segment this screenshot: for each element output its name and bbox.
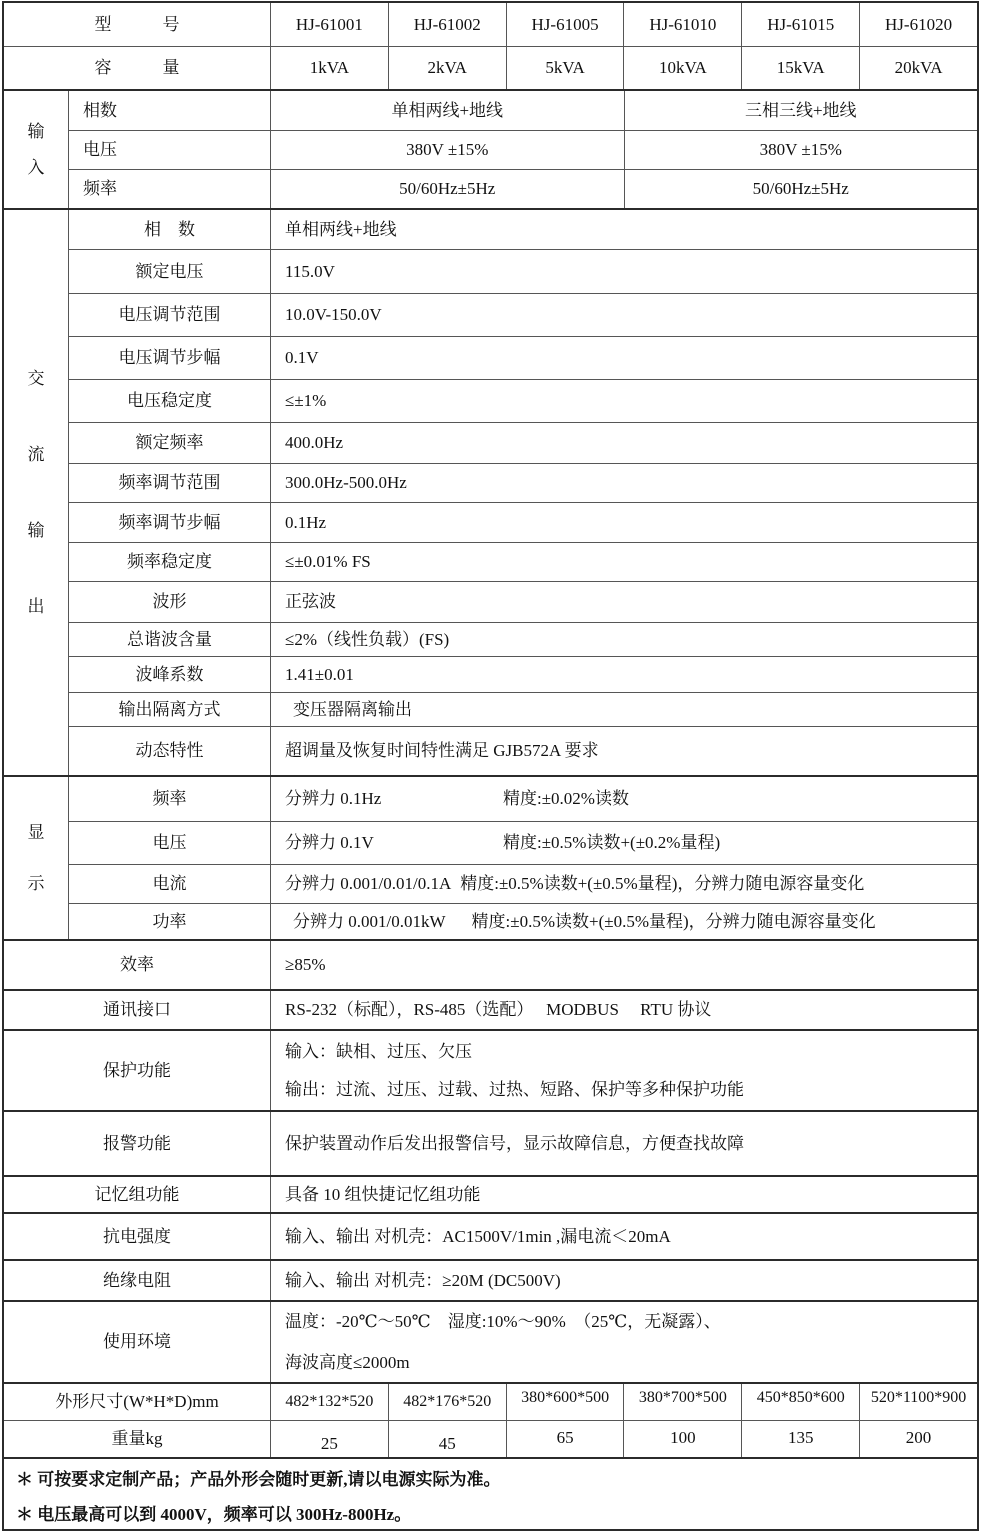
capacity-cell: 5kVA: [506, 47, 624, 89]
ac-title-char: 交: [27, 368, 45, 388]
model-cell: HJ-61020: [859, 3, 977, 46]
display-row-current: [68, 865, 977, 904]
input-phase-right: 三相三线+地线: [624, 91, 978, 130]
ac-value: 115.0V: [270, 250, 977, 293]
ac-value: 400.0Hz: [270, 423, 977, 463]
model-row: [4, 3, 977, 47]
protection-input-line: 输入：缺相、过压、欠压: [285, 1042, 472, 1062]
ac-label: 总谐波含量: [68, 623, 270, 656]
input-voltage-right: 380V ±15%: [624, 131, 978, 169]
accuracy-text: 精度:±0.5%读数+(±0.2%量程): [503, 833, 721, 853]
resolution-text: 分辨力 0.001/0.01kW: [293, 911, 446, 931]
protection-row: [4, 1031, 977, 1112]
ac-value: ≤±1%: [270, 380, 977, 422]
protection-label: 保护功能: [103, 1060, 171, 1080]
ac-value: 单相两线+地线: [270, 210, 977, 249]
resolution-text: 分辨力 0.001/0.01/0.1A: [285, 874, 452, 894]
dielectric-value: 输入、输出 对机壳：AC1500V/1min ,漏电流＜20mA: [270, 1214, 977, 1259]
display-section-title: [4, 777, 68, 939]
resolution-text: 分辨力 0.1V: [285, 833, 374, 853]
ac-label: 电压调节范围: [68, 294, 270, 336]
ac-value: 300.0Hz-500.0Hz: [270, 464, 977, 502]
alarm-row: [4, 1112, 977, 1177]
ac-label: 波峰系数: [68, 657, 270, 692]
weight-cell: 100: [623, 1421, 741, 1457]
input-title-char: 入: [27, 157, 45, 177]
ac-row-rated-voltage: [68, 250, 977, 294]
comm-interface-label: 通讯接口: [103, 1000, 171, 1020]
input-voltage-left: 380V ±15%: [270, 131, 624, 169]
weight-label: 重量kg: [111, 1429, 163, 1449]
weight-cell: 135: [741, 1421, 859, 1457]
ac-row-voltage-step: [68, 337, 977, 380]
input-phase-left: 单相两线+地线: [270, 91, 624, 130]
input-phase-row: [68, 91, 977, 131]
ac-title-char: 输: [27, 521, 45, 540]
ac-label: 频率稳定度: [68, 543, 270, 581]
ac-value: ≤2%（线性负载）(FS): [270, 623, 977, 656]
display-row-power: [68, 904, 977, 939]
ac-label: 波形: [68, 582, 270, 622]
memory-row: [4, 1177, 977, 1214]
ac-title-char: 出: [27, 597, 45, 617]
environment-altitude-line: 海波高度≤2000m: [285, 1353, 410, 1372]
input-freq-left: 50/60Hz±5Hz: [270, 170, 624, 208]
insulation-value: 输入、输出 对机壳：≥20M (DC500V): [270, 1261, 977, 1300]
ac-label: 额定频率: [68, 423, 270, 463]
protection-output-line: 输出：过流、过压、过载、过热、短路、保护等多种保护功能: [285, 1079, 744, 1099]
ac-label: 相 数: [68, 210, 270, 249]
input-freq-right: 50/60Hz±5Hz: [624, 170, 978, 208]
weight-row: [4, 1421, 977, 1459]
ac-label: 电压稳定度: [68, 380, 270, 422]
weight-cell: 25: [270, 1421, 388, 1457]
display-label: 功率: [68, 904, 270, 939]
spec-table: [2, 1, 979, 1531]
ac-label: 电压调节步幅: [68, 337, 270, 379]
alarm-label: 报警功能: [103, 1133, 171, 1153]
environment-value: [270, 1302, 977, 1382]
input-freq-row: [68, 170, 977, 208]
ac-row-crest-factor: [68, 657, 977, 693]
ac-value: 变压器隔离输出: [270, 693, 977, 726]
comm-interface-value: RS-232（标配），RS-485（选配） MODBUS RTU 协议: [270, 991, 977, 1029]
input-section-title: [4, 91, 68, 208]
weight-cell: 45: [388, 1421, 506, 1457]
ac-value: 正弦波: [270, 582, 977, 622]
ac-value: 0.1V: [270, 337, 977, 379]
display-label: 电压: [68, 822, 270, 864]
ac-row-freq-step: [68, 503, 977, 543]
model-cell: HJ-61010: [623, 3, 741, 46]
display-title-char: 示: [27, 874, 45, 893]
dimensions-cell: 520*1100*900: [859, 1384, 977, 1420]
memory-label: 记忆组功能: [94, 1184, 180, 1204]
ac-label: 频率调节步幅: [68, 503, 270, 542]
input-voltage-row: [68, 131, 977, 170]
insulation-label: 绝缘电阻: [103, 1270, 171, 1290]
ac-value: ≤±0.01% FS: [270, 543, 977, 581]
memory-value: 具备 10 组快捷记忆组功能: [270, 1177, 977, 1212]
model-cell: HJ-61015: [741, 3, 859, 46]
capacity-cell: 1kVA: [270, 47, 388, 89]
ac-value: 0.1Hz: [270, 503, 977, 542]
ac-row-voltage-range: [68, 294, 977, 337]
note-customization: ＊ 可按要求定制产品；产品外形会随时更新,请以电源实际为准。: [16, 1470, 501, 1489]
display-value: [270, 822, 977, 864]
ac-label: 输出隔离方式: [68, 693, 270, 726]
ac-label: 动态特性: [68, 727, 270, 775]
weight-cell: 65: [506, 1421, 624, 1457]
ac-row-isolation: [68, 693, 977, 727]
dimensions-label: 外形尺寸(W*H*D)mm: [55, 1392, 219, 1412]
dimensions-cell: 380*600*500: [506, 1384, 624, 1420]
accuracy-text: 精度:±0.5%读数+(±0.5%量程)，分辨力随电源容量变化: [471, 911, 876, 931]
display-section: [4, 777, 977, 941]
environment-temp-line: 温度：-20℃～50℃ 湿度:10%～90% （25℃，无凝露）、: [285, 1311, 721, 1331]
ac-row-freq-range: [68, 464, 977, 503]
comm-interface-row: [4, 991, 977, 1031]
capacity-cell: 10kVA: [623, 47, 741, 89]
model-cell: HJ-61002: [388, 3, 506, 46]
capacity-cell: 20kVA: [859, 47, 977, 89]
resolution-text: 分辨力 0.1Hz: [285, 789, 382, 809]
ac-output-section: [4, 210, 977, 777]
model-cell: HJ-61005: [506, 3, 624, 46]
ac-value: 1.41±0.01: [270, 657, 977, 692]
ac-row-voltage-stability: [68, 380, 977, 423]
ac-value: 10.0V-150.0V: [270, 294, 977, 336]
input-title-char: 输: [27, 122, 45, 142]
display-row-freq: [68, 777, 977, 822]
accuracy-text: 精度:±0.5%读数+(±0.5%量程)，分辨力随电源容量变化: [460, 874, 865, 894]
display-row-voltage: [68, 822, 977, 865]
input-phase-label: 相数: [68, 91, 270, 130]
dielectric-row: [4, 1214, 977, 1261]
weight-cell: 200: [859, 1421, 977, 1457]
ac-row-thd: [68, 623, 977, 657]
ac-output-section-title: [4, 210, 68, 775]
accuracy-text: 精度:±0.02%读数: [503, 789, 629, 809]
dimensions-row: [4, 1384, 977, 1421]
capacity-row: [4, 47, 977, 91]
display-value: [270, 904, 977, 939]
display-label: 电流: [68, 865, 270, 903]
input-voltage-label: 电压: [68, 131, 270, 169]
display-value: [270, 865, 977, 903]
dimensions-cell: 380*700*500: [623, 1384, 741, 1420]
ac-value: 超调量及恢复时间特性满足 GJB572A 要求: [270, 727, 977, 775]
capacity-cell: 15kVA: [741, 47, 859, 89]
footer-notes: [4, 1459, 977, 1529]
ac-row-dynamic: [68, 727, 977, 775]
model-cell: HJ-61001: [270, 3, 388, 46]
display-value: [270, 777, 977, 821]
model-label: 型 号: [94, 14, 180, 34]
alarm-value: 保护装置动作后发出报警信号，显示故障信息，方便查找故障: [270, 1112, 977, 1175]
display-label: 频率: [68, 777, 270, 821]
dimensions-cell: 482*132*520: [270, 1384, 388, 1420]
environment-row: [4, 1302, 977, 1384]
ac-title-char: 流: [27, 444, 45, 464]
ac-row-phase: [68, 210, 977, 250]
dimensions-cell: 482*176*520: [388, 1384, 506, 1420]
insulation-row: [4, 1261, 977, 1302]
efficiency-value: ≥85%: [270, 941, 977, 989]
efficiency-row: [4, 941, 977, 991]
ac-row-rated-freq: [68, 423, 977, 464]
display-title-char: 显: [27, 822, 45, 842]
environment-label: 使用环境: [103, 1332, 171, 1352]
ac-label: 额定电压: [68, 250, 270, 293]
capacity-label: 容 量: [94, 58, 180, 78]
input-section: [4, 91, 977, 210]
capacity-cell: 2kVA: [388, 47, 506, 89]
efficiency-label: 效率: [120, 955, 154, 975]
dielectric-label: 抗电强度: [103, 1226, 171, 1246]
protection-value: [270, 1031, 977, 1110]
ac-label: 频率调节范围: [68, 464, 270, 502]
note-max-ratings: ＊ 电压最高可以到 4000V，频率可以 300Hz-800Hz。: [16, 1505, 412, 1524]
input-freq-label: 频率: [68, 170, 270, 208]
ac-row-freq-stability: [68, 543, 977, 582]
ac-row-waveform: [68, 582, 977, 623]
dimensions-cell: 450*850*600: [741, 1384, 859, 1420]
